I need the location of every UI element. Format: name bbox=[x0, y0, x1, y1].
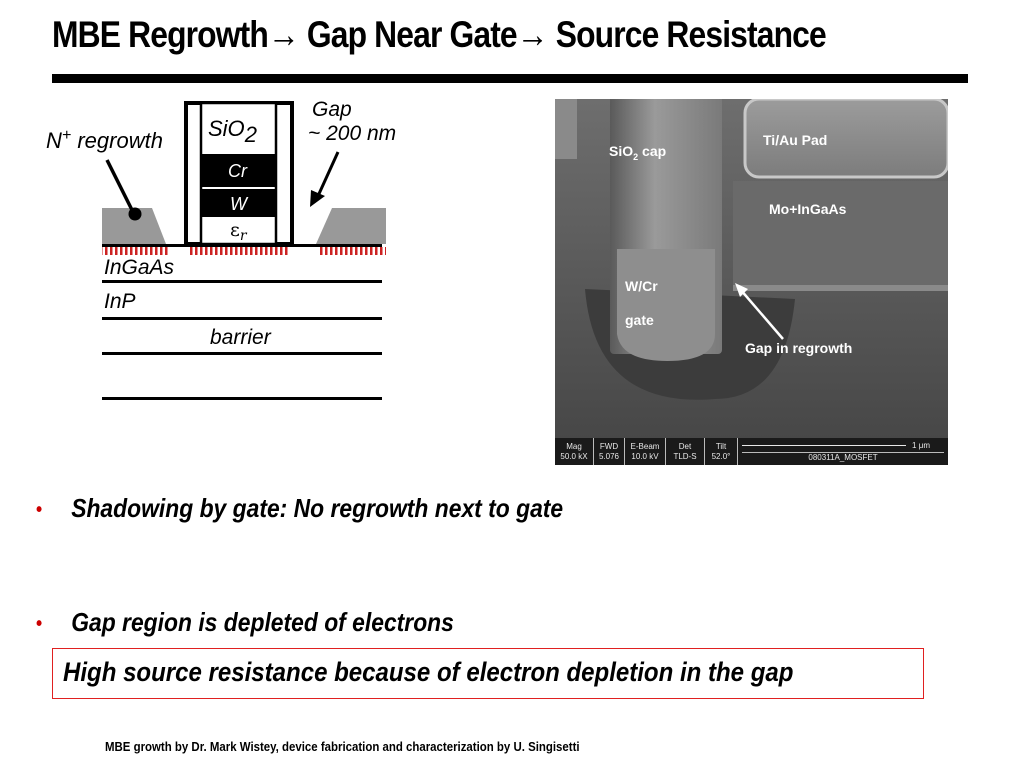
bullet-text: Gap region is depleted of electrons bbox=[71, 607, 454, 637]
wcr-label: W/Cr bbox=[625, 278, 658, 294]
gap-arrowhead bbox=[310, 190, 325, 207]
bullet-item bbox=[36, 493, 563, 524]
regrowth-right bbox=[316, 208, 386, 244]
gap-size-label: ~ 200 nm bbox=[308, 122, 397, 145]
scale-cell bbox=[738, 438, 948, 465]
scale-bar-label: 1 μm bbox=[912, 441, 930, 450]
highlight-box bbox=[52, 648, 924, 699]
det-cell: Det TLD-S bbox=[666, 438, 705, 465]
title-underline bbox=[52, 74, 968, 83]
fwd-cell: FWD 5.076 bbox=[594, 438, 625, 465]
slide-title: MBE Regrowth→ Gap Near Gate→ Source Resistance bbox=[52, 14, 826, 55]
gap-in-regrowth-label: Gap in regrowth bbox=[745, 340, 853, 356]
sample-id: 080311A_MOSFET bbox=[742, 452, 944, 462]
scale-bar bbox=[742, 445, 906, 446]
cross-section-diagram bbox=[40, 88, 420, 418]
mo-ingaas-label: Mo+InGaAs bbox=[769, 201, 847, 217]
cr-label: Cr bbox=[228, 161, 247, 181]
sem-micrograph bbox=[555, 99, 948, 465]
sio2-cap-label: SiO$_2$ cap bbox=[609, 143, 667, 162]
depletion-hatch-right bbox=[320, 247, 386, 255]
ingaas-label: InGaAs bbox=[104, 256, 175, 279]
inp-bottom-line bbox=[102, 317, 382, 320]
bullet-marker: • bbox=[36, 498, 43, 521]
gate-label: gate bbox=[625, 312, 654, 328]
depletion-hatch-center bbox=[190, 247, 290, 255]
credit-line: MBE growth by Dr. Mark Wistey, device fabrication and characterization by U. Singisetti bbox=[105, 739, 580, 754]
sio2-label: SiO2 bbox=[208, 116, 257, 147]
highlight-text: High source resistance because of electron depletion in the gap bbox=[63, 657, 794, 687]
gap-arrow-line bbox=[318, 152, 338, 196]
depletion-hatch-left bbox=[102, 247, 168, 255]
nplus-arrow-dot bbox=[129, 208, 142, 221]
ingaas-bottom-line bbox=[102, 280, 382, 283]
ebeam-cell: E-Beam 10.0 kV bbox=[625, 438, 666, 465]
mag-cell: Mag 50.0 kX bbox=[555, 438, 594, 465]
sem-databar bbox=[555, 438, 948, 465]
gap-label: Gap bbox=[312, 98, 352, 121]
nplus-regrowth-label: N+ regrowth bbox=[46, 127, 163, 153]
substrate-line bbox=[102, 397, 382, 400]
bullet-item bbox=[36, 607, 454, 638]
barrier-bottom-line bbox=[102, 352, 382, 355]
tilt-cell: Tilt 52.0° bbox=[705, 438, 738, 465]
bullet-text: Shadowing by gate: No regrowth next to gate bbox=[71, 493, 564, 523]
nplus-arrow-line bbox=[107, 160, 132, 210]
epsilon-r-label: $\varepsilon_r$ bbox=[230, 219, 247, 244]
w-label: W bbox=[230, 194, 247, 214]
bullet-marker: • bbox=[36, 612, 43, 635]
tiau-pad-label: Ti/Au Pad bbox=[763, 132, 828, 148]
barrier-label: barrier bbox=[210, 326, 271, 349]
inp-label: InP bbox=[104, 290, 136, 313]
